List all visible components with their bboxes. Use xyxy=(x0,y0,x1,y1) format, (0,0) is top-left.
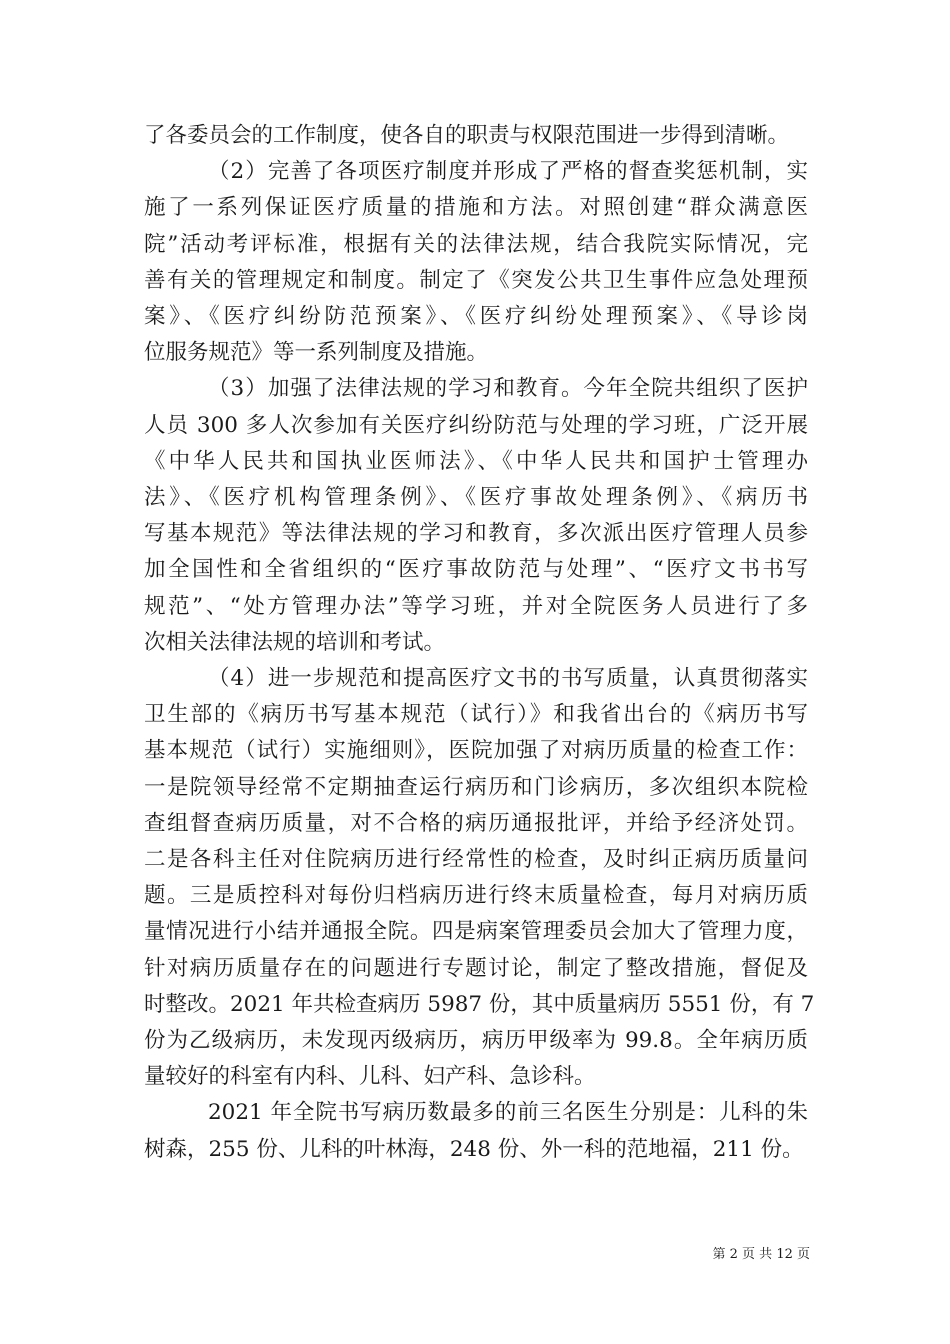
text-line: 2021 年全院书写病历数最多的前三名医生分别是：儿科的朱 xyxy=(208,1100,808,1126)
text-line: 量情况进行小结并通报全院。四是病案管理委员会加大了管理力度， xyxy=(144,919,808,945)
text-line: 次相关法律法规的培训和考试。 xyxy=(144,629,446,655)
text-line: 人员 300 多人次参加有关医疗纠纷防范与处理的学习班，广泛开展 xyxy=(144,412,808,438)
text-line: 写基本规范》等法律法规的学习和教育，多次派出医疗管理人员参 xyxy=(144,521,808,547)
text-line: 树森，255 份、儿科的叶林海，248 份、外一科的范地福，211 份。 xyxy=(144,1136,804,1162)
text-line: 施了一系列保证医疗质量的措施和方法。对照创建“群众满意医 xyxy=(144,195,808,221)
page-number: 第 2 页 共 12 页 xyxy=(712,1247,810,1262)
text-line: 一是院领导经常不定期抽查运行病历和门诊病历，多次组织本院检 xyxy=(144,774,808,800)
text-line: 量较好的科室有内科、儿科、妇产科、急诊科。 xyxy=(144,1064,596,1090)
text-line: 案》、《医疗纠纷防范预案》、《医疗纠纷处理预案》、《导诊岗 xyxy=(144,304,808,329)
text-line: （3）加强了法律法规的学习和教育。今年全院共组织了医护 xyxy=(208,376,808,402)
text-line: （4）进一步规范和提高医疗文书的书写质量，认真贯彻落实 xyxy=(208,666,808,691)
text-line: 查组督查病历质量，对不合格的病历通报批评，并给予经济处罚。 xyxy=(144,810,808,836)
text-line: 基本规范（试行）实施细则》，医院加强了对病历质量的检查工作： xyxy=(144,738,808,764)
text-line: 加全国性和全省组织的“医疗事故防范与处理”、“医疗文书书写 xyxy=(144,557,808,583)
text-line: 卫生部的《病历书写基本规范（试行）》和我省出台的《病历书写 xyxy=(144,702,808,728)
text-line: 针对病历质量存在的问题进行专题讨论，制定了整改措施，督促及 xyxy=(144,955,808,981)
text-line: 院”活动考评标准，根据有关的法律法规，结合我院实际情况，完 xyxy=(144,231,808,257)
text-line: 规范”、“处方管理办法”等学习班，并对全院医务人员进行了多 xyxy=(144,593,808,619)
text-line: 善有关的管理规定和制度。制定了《突发公共卫生事件应急处理预 xyxy=(144,267,808,293)
text-line: 份为乙级病历，未发现丙级病历，病历甲级率为 99.8。全年病历质 xyxy=(144,1028,808,1053)
text-line: 二是各科主任对住院病历进行经常性的检查，及时纠正病历质量问 xyxy=(144,847,808,872)
text-line: 题。三是质控科对每份归档病历进行终末质量检查，每月对病历质 xyxy=(144,883,808,909)
text-line: 法》、《医疗机构管理条例》、《医疗事故处理条例》、《病历书 xyxy=(144,485,808,510)
text-line: 《中华人民共和国执业医师法》、《中华人民共和国护士管理办 xyxy=(144,448,808,474)
text-line: （2）完善了各项医疗制度并形成了严格的督查奖惩机制，实 xyxy=(208,159,808,185)
text-line: 位服务规范》等一系列制度及措施。 xyxy=(144,340,489,366)
text-line: 了各委员会的工作制度，使各自的职责与权限范围进一步得到清晰。 xyxy=(144,123,790,148)
text-line: 时整改。2021 年共检查病历 5987 份，其中质量病历 5551 份，有 7 xyxy=(144,991,815,1017)
